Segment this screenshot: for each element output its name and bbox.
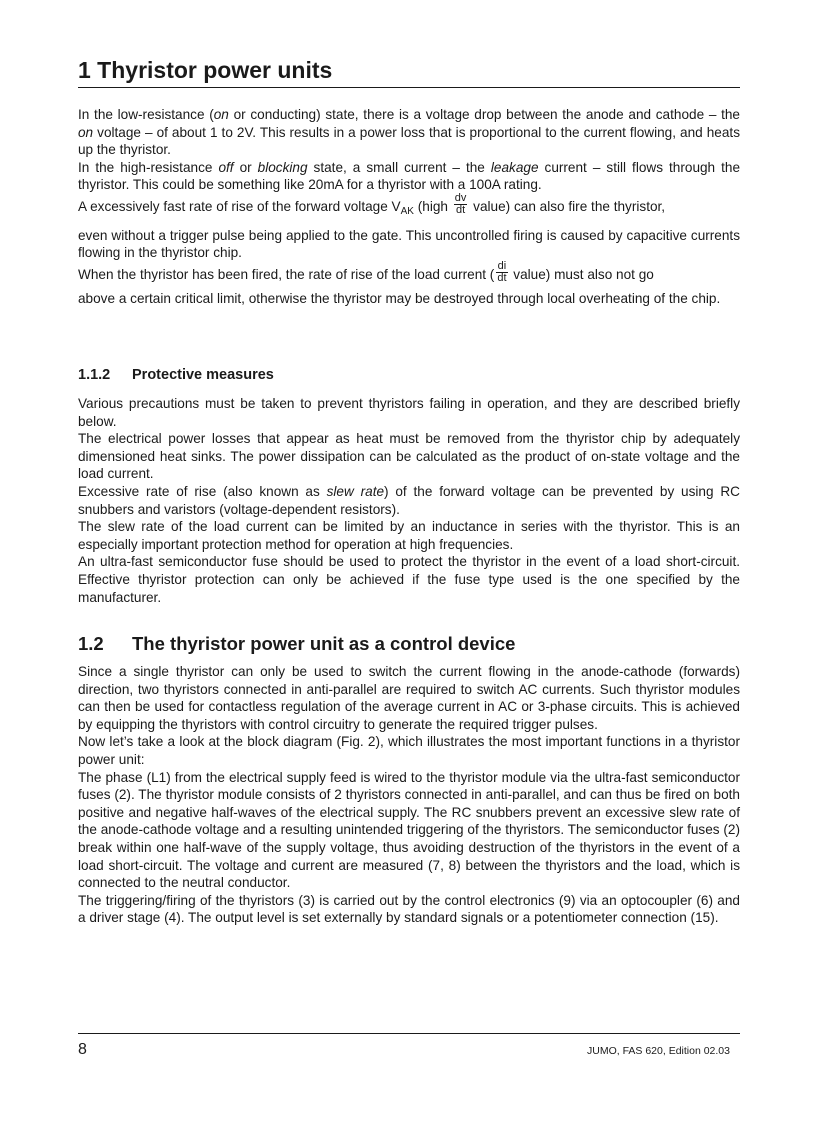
section-paragraph: Excessive rate of rise (also known as slew rate) of the forward voltage can be prevented by using RC snubbers and varistors (voltage-dependent resistors). (78, 483, 740, 517)
section-paragraph: The slew rate of the load current can be limited by an inductance in series with the thyristor. This is an especially important protection method for operation at high frequencies. (78, 519, 740, 552)
intro-paragraph: A excessively fast rate of rise of the forward voltage $V_{AK}$ (high $\frac{dv}{dt}$ value) can also fire the thyristor, (78, 191, 666, 217)
section-paragraph: The triggering/firing of the thyristors (3) is carried out by the control electronics (9) via an optocoupler (6) and a driver stage (4). The output level is set externally by standard signals or a potentiometer connection (15). (78, 892, 740, 926)
intro-paragraph: When the thyristor has been fired, the rate of rise of the load current ( $\frac{di}{dt}$ value) must also not go (78, 259, 654, 284)
intro-text-block (78, 106, 740, 307)
section-control-device (78, 633, 740, 927)
intro-paragraph: above a certain critical limit, otherwise the thyristor may be destroyed through local overheating of the chip. (78, 290, 721, 306)
page-number: 8 (78, 1041, 87, 1058)
footer-divider (78, 1033, 740, 1034)
footer-edition-note: JUMO, FAS 620, Edition 02.03 (587, 1045, 730, 1057)
section-paragraph: Various precautions must be taken to prevent thyristors failing in operation, and they are described briefly below. (78, 396, 740, 429)
section-protective-measures (78, 366, 740, 606)
intro-paragraph: even without a trigger pulse being applied to the gate. This uncontrolled firing is caused by capacitive currents flowing in the thyristor chip. (78, 227, 740, 261)
section-paragraph: Since a single thyristor can only be used to switch the current flowing in the anode-cathode (forwards) direction, two thyristors connected in anti-parallel are required to switch AC currents. Such thyristor modules can then be used for contactless regulation of the average current in AC or 3-phase circuits. This is achieved by equipping the thyristors with control circuitry to generate the required trigger pulses. (78, 664, 740, 732)
chapter-title: 1 Thyristor power units (78, 56, 740, 88)
section-paragraph: The phase (L1) from the electrical supply feed is wired to the thyristor module via the ultra-fast semiconductor fuses (2). The thyristor module consists of 2 thyristors connected in anti-parallel, and can thus be fired on both positive and negative half-waves of the electrical supply. The RC snubbers prevent an excessive slew rate of the anode-cathode voltage and a resulting unintended triggering of the thyristors. The semiconductor fuses (2) break within one half-wave of the supply voltage, thus avoiding destruction of the thyristors in the event of a load short-circuit. The voltage and current are measured (7, 8) between the thyristors and the load, which is connected to the neutral conductor. (78, 769, 740, 891)
section-paragraph: An ultra-fast semiconductor fuse should be used to protect the thyristor in the event of a load short-circuit. Effective thyristor protection can only be achieved if the fuse type used is the one specified by the manufacturer. (78, 554, 740, 605)
section-heading-1-2: 1.2 The thyristor power unit as a control device (78, 633, 516, 654)
section-paragraph: The electrical power losses that appear as heat must be removed from the thyristor chip by adequately dimensioned heat sinks. The power dissipation can be calculated as the product of on-state voltage and the load current. (78, 431, 740, 482)
section-paragraph: Now let’s take a look at the block diagram (Fig. 2), which illustrates the most important functions in a thyristor power unit: (78, 734, 740, 767)
intro-paragraph: In the high-resistance off or blocking state, a small current – the leakage current – still flows through the thyristor. This could be something like 20mA for a thyristor with a 100A rating. (78, 159, 741, 193)
section-heading-1-1-2: 1.1.2 Protective measures (78, 367, 274, 383)
intro-paragraph: In the low-resistance (on or conducting) state, there is a voltage drop between the anode and cathode – the on voltage – of about 1 to 2V. This results in a power loss that is proportional to the current flowing, and heats up the thyristor. (78, 107, 740, 158)
dv-dt-fraction: $\frac{dv}{dt}$ (454, 191, 467, 216)
di-dt-fraction: $\frac{di}{dt}$ (497, 259, 507, 284)
